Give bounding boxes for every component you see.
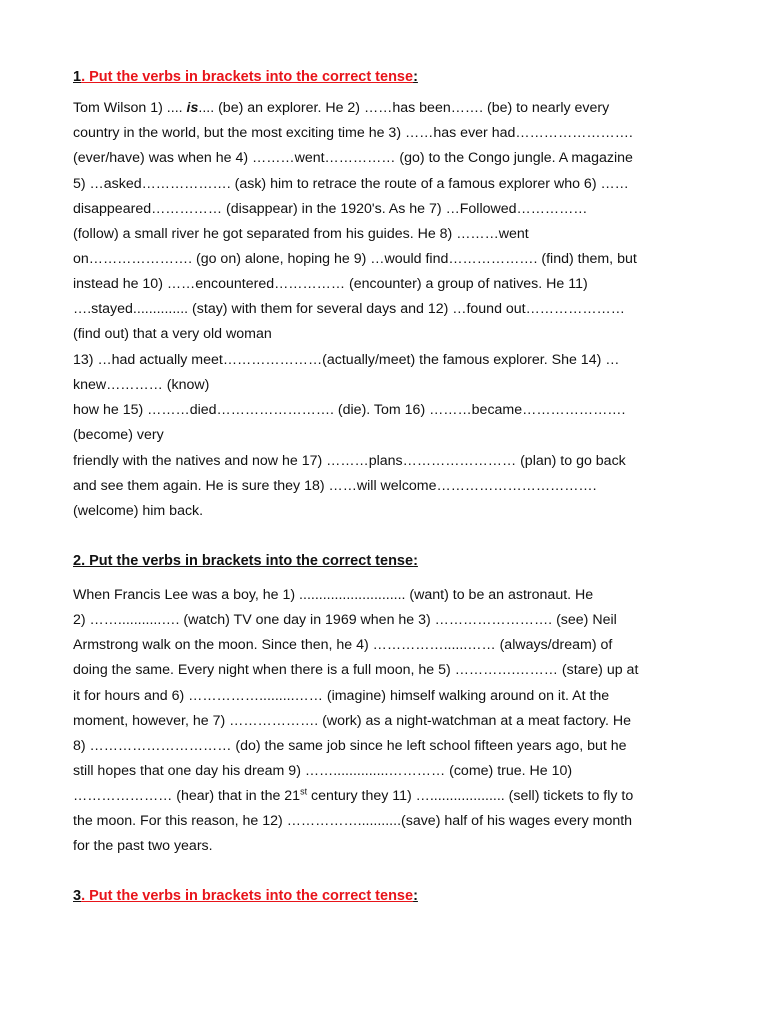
- line-9-text-b: century they 11) …................... (sell) tickets to fly to: [307, 788, 634, 804]
- exercise-2-line-11: for the past two years.: [73, 838, 213, 854]
- section-1-title: . Put the verbs in brackets into the correct tense: [81, 69, 414, 85]
- section-3-colon: :: [413, 888, 418, 904]
- exercise-2-line-10: the moon. For this reason, he 12) ……………...........(save) half of his wages every month: [73, 813, 633, 829]
- exercise-2-line-5: it for hours and 6) …………….........…… (imagine) himself walking around on it. At the: [73, 688, 610, 704]
- exercise-1-line-2: country in the world, but the most exciting time he 3) ……has ever had…………………….: [73, 125, 633, 141]
- exercise-1-line-12: knew………… (know): [73, 377, 210, 393]
- section-1-heading: [73, 69, 418, 85]
- exercise-1-line-14: (become) very: [73, 427, 164, 443]
- exercise-1-line-7: on…………………. (go on) alone, hoping he 9) …would find………………. (find) them, but: [73, 251, 637, 267]
- exercise-1-line-10: (find out) that a very old woman: [73, 326, 272, 342]
- exercise-1-line-15: friendly with the natives and now he 17) ………plans…………………… (plan) to go back: [73, 453, 626, 469]
- exercise-1-line-5: disappeared…………… (disappear) in the 1920's. As he 7) …Followed……………: [73, 201, 588, 217]
- line-1-text-a: Tom Wilson 1) ....: [73, 100, 187, 116]
- exercise-1-line-17: (welcome) him back.: [73, 503, 204, 519]
- section-3-number: 3: [73, 888, 82, 904]
- section-1-number: 1: [73, 69, 82, 85]
- section-3-heading: [73, 888, 418, 904]
- section-1-colon: :: [413, 69, 418, 85]
- line-1-text-b: .... (be) an explorer. He 2) ……has been……. (be) to nearly every: [198, 100, 610, 116]
- superscript-st: st: [300, 786, 308, 797]
- exercise-1-line-4: 5) …asked………………. (ask) him to retrace the route of a famous explorer who 6) ……: [73, 176, 629, 192]
- section-3-title: . Put the verbs in brackets into the correct tense: [81, 888, 414, 904]
- exercise-1-line-9: ….stayed.............. (stay) with them for several days and 12) …found out…………………: [73, 301, 625, 317]
- exercise-2-line-6: moment, however, he 7) ………………. (work) as a night-watchman at a meat factory. He: [73, 713, 631, 729]
- section-2-heading: [73, 553, 418, 569]
- exercise-1-line-1: [73, 99, 609, 117]
- exercise-2-line-2: 2) ……...........…. (watch) TV one day in 1969 when he 3) ……………………. (see) Neil: [73, 612, 617, 628]
- exercise-2-line-3: Armstrong walk on the moon. Since then, he 4) ……………......…… (always/dream) of: [73, 637, 613, 653]
- exercise-1-line-11: 13) …had actually meet…………………(actually/meet) the famous explorer. She 14) …: [73, 352, 620, 368]
- exercise-1-line-3: (ever/have) was when he 4) ………went…………… (go) to the Congo jungle. A magazine: [73, 150, 633, 166]
- exercise-2-line-4: doing the same. Every night when there is a full moon, he 5) ………….……… (stare) up at: [73, 662, 639, 678]
- exercise-2-line-9: [73, 787, 633, 805]
- section-2-title: 2. Put the verbs in brackets into the correct tense: [73, 553, 414, 569]
- exercise-1-line-8: instead he 10) ……encountered…………… (encounter) a group of natives. He 11): [73, 276, 588, 292]
- line-9-text-a: ………………… (hear) that in the 21: [73, 788, 301, 804]
- exercise-2-line-8: still hopes that one day his dream 9) ……..............………… (come) true. He 10): [73, 763, 573, 779]
- exercise-1-line-6: (follow) a small river he got separated from his guides. He 8) ………went: [73, 226, 529, 242]
- line-1-answer-is: is: [186, 100, 199, 116]
- exercise-1-line-16: and see them again. He is sure they 18) ……will welcome…………………………….: [73, 478, 597, 494]
- exercise-2-line-7: 8) ………………………… (do) the same job since he left school fifteen years ago, but he: [73, 738, 627, 754]
- exercise-1-line-13: how he 15) ………died……………………. (die). Tom 16) ………became………………….: [73, 402, 626, 418]
- exercise-2-line-1: When Francis Lee was a boy, he 1) ........................... (want) to be an astronaut. He: [73, 587, 594, 603]
- section-2-colon: :: [413, 553, 418, 569]
